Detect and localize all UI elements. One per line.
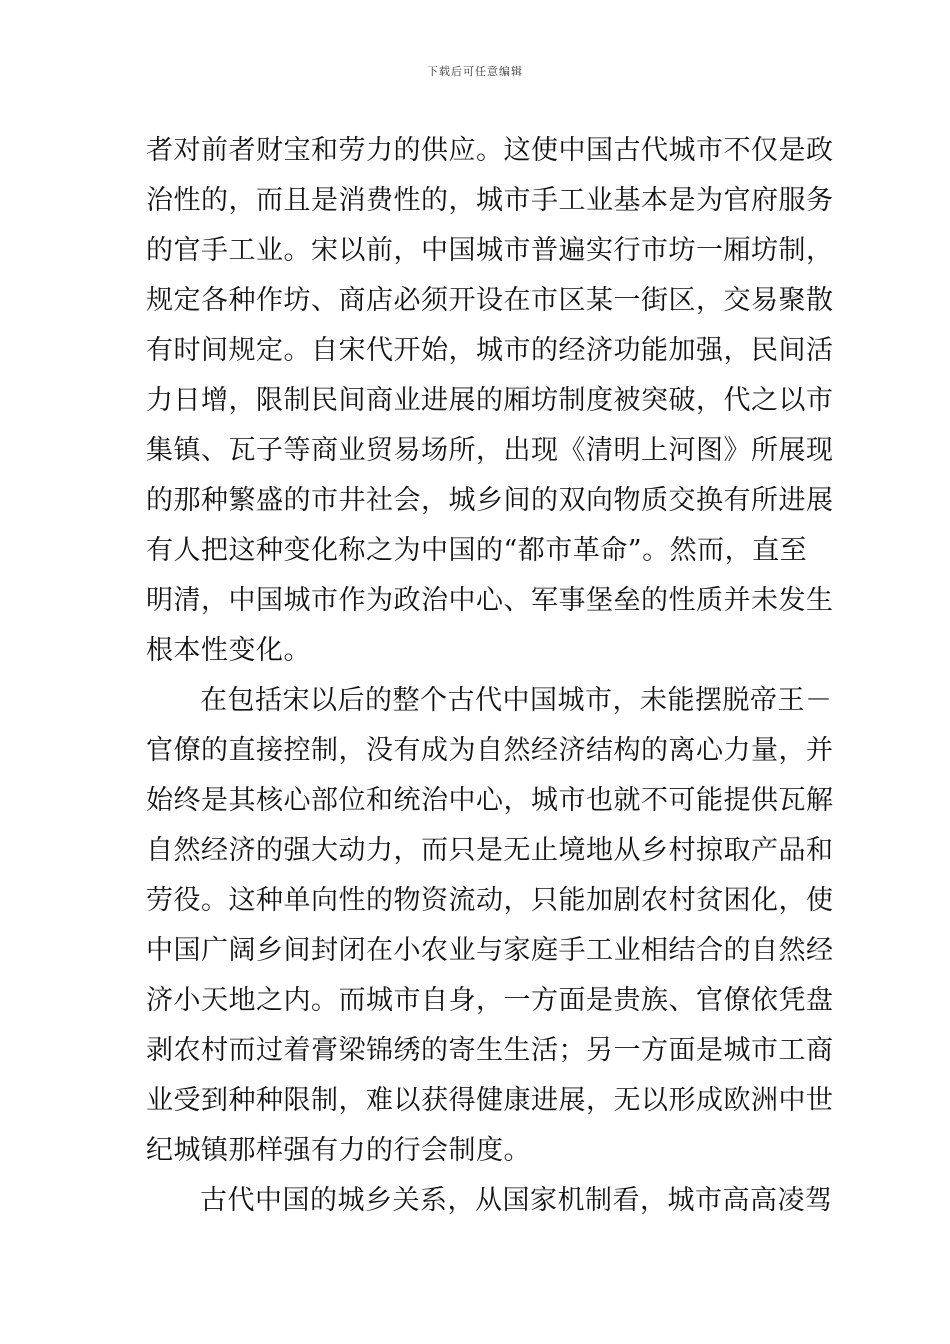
text-line: 规定各种作坊、商店必须开设在市区某一街区，交易聚散 <box>146 285 834 316</box>
text-line: 力日增，限制民间商业进展的厢坊制度被突破，代之以市 <box>146 385 834 416</box>
text-line: 剥农村而过着膏梁锦绣的寄生生活；另一方面是城市工商 <box>146 1035 834 1066</box>
paragraph-first-line: 古代中国的城乡关系，从国家机制看，城市高高凌驾 <box>200 1185 833 1216</box>
text-line: 者对前者财宝和劳力的供应。这使中国古代城市不仅是政 <box>146 135 834 166</box>
text-line: 纪城镇那样强有力的行会制度。 <box>146 1135 531 1166</box>
text-line: 的那种繁盛的市井社会，城乡间的双向物质交换有所进展 <box>146 485 834 516</box>
page-header-note: 下载后可任意编辑 <box>427 65 523 78</box>
text-line: 中国广阔乡间封闭在小农业与家庭手工业相结合的自然经 <box>146 935 834 966</box>
text-line: 根本性变化。 <box>146 635 311 666</box>
text-line: 劳役。这种单向性的物资流动，只能加剧农村贫困化，使 <box>146 885 834 916</box>
paragraph-first-line: 在包括宋以后的整个古代中国城市，未能摆脱帝王－ <box>200 685 833 716</box>
text-line: 业受到种种限制，难以获得健康进展，无以形成欧洲中世 <box>146 1085 834 1116</box>
text-line: 有人把这种变化称之为中国的“都市革命”。然而，直至 <box>146 535 808 566</box>
text-line: 济小天地之内。而城市自身，一方面是贵族、官僚依凭盘 <box>146 985 834 1016</box>
text-line: 的官手工业。宋以前，中国城市普遍实行市坊一厢坊制， <box>146 235 834 266</box>
document-body <box>146 126 834 1226</box>
text-line: 集镇、瓦子等商业贸易场所，出现《清明上河图》所展现 <box>146 435 834 466</box>
text-line: 明清，中国城市作为政治中心、军事堡垒的性质并未发生 <box>146 585 834 616</box>
text-line: 有时间规定。自宋代开始，城市的经济功能加强，民间活 <box>146 335 834 366</box>
text-line: 始终是其核心部位和统治中心，城市也就不可能提供瓦解 <box>146 785 834 816</box>
text-line: 自然经济的强大动力，而只是无止境地从乡村掠取产品和 <box>146 835 834 866</box>
text-line: 治性的，而且是消费性的，城市手工业基本是为官府服务 <box>146 185 834 216</box>
text-line: 官僚的直接控制，没有成为自然经济结构的离心力量，并 <box>146 735 834 766</box>
